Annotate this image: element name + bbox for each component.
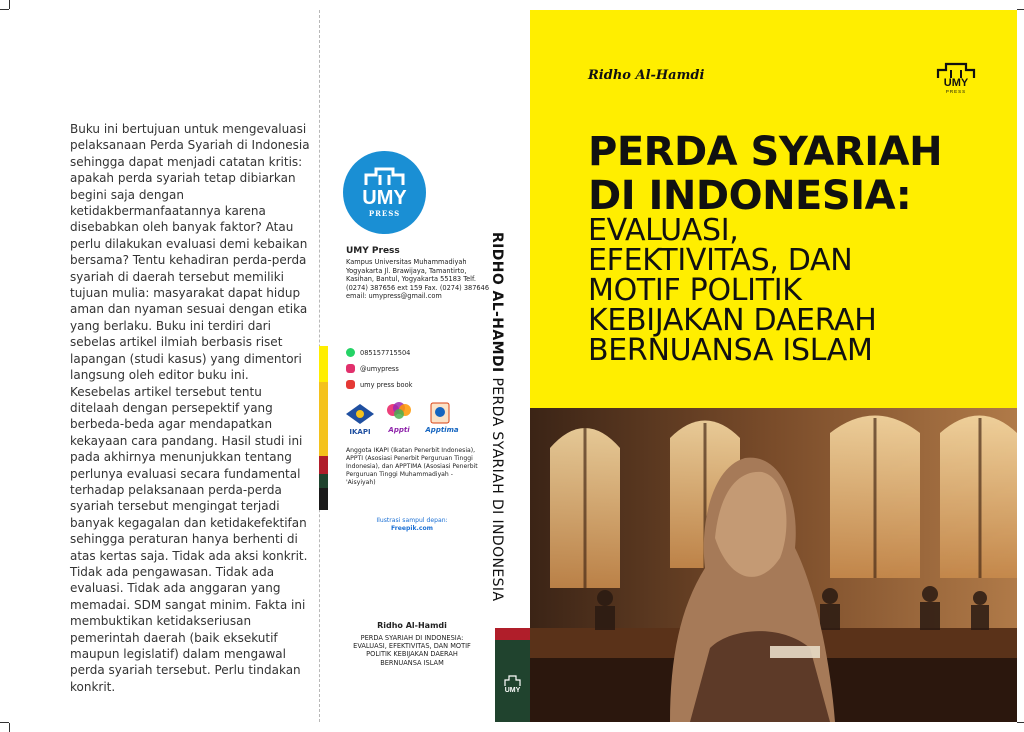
front-subtitle	[588, 213, 877, 368]
illustration-credit	[346, 517, 478, 533]
crop-mark-br	[1017, 722, 1024, 723]
imprint-author: Ridho Al-Hamdi	[377, 621, 447, 630]
subtitle-line-2: EFEKTIVITAS, DAN	[588, 243, 853, 278]
back-cover-blurb: Buku ini bertujuan untuk mengevaluasi pelaksanaan Perda Syariah di Indonesia sehingga dapat menjadi catatan kritis: apakah perda syariah tetap dibiarkan begini saja dengan ketidakbermanfaatannya karena disebabkan oleh banyak faktor? Atau perlu dilakukan evaluasi demi kebaikan bersama? Tentu kehadiran perda-perda syariah di daerah tersebut memiliki tujuan mulia: masyarakat dapat hidup aman dan nyaman sesuai dengan etika yang berlaku. Buku ini terdiri dari sebelas artikel ilmiah berbasis riset lapangan (studi kasus) yang dimentori langsung oleh editor buku ini. Kesebelas artikel tersebut tentu ditelaah dengan persepektif yang berbeda-beda agar mendapatkan kekayaan cara pandang. Hasil studi ini pada akhirnya menunjukkan tentang perlunya evaluasi secara fundamental terhadap pelaksanaan perda-perda syariah tersebut mengingat terjadi banyak kegagalan dan ketidakefektifan sehingga peraturan hanya berhenti di atas kertas saja. Tidak ada aksi konkrit. Tidak ada pengawasan. Tidak ada evaluasi. Tidak ada anggaran yang memadai. SDM sangat minim. Fakta ini membuktikan ketidakseriusan pemerintah daerah (baik eksekutif maupun legislatif) dalam mengawal perda syariah tersebut. Perlu tindakan konkrit.	[70, 122, 310, 694]
spine-logo-word: UMY	[504, 687, 521, 694]
crop-mark-tl-v	[9, 0, 10, 9]
subtitle-line-1: EVALUASI,	[588, 213, 739, 248]
front-title	[588, 130, 942, 218]
apptima-emblem-icon	[428, 402, 452, 424]
logo-sub: PRESS	[368, 209, 401, 218]
spine-red-band	[495, 628, 530, 640]
appti-emblem-icon	[384, 402, 414, 424]
color-strip-green	[319, 474, 328, 488]
color-strip-red	[319, 456, 328, 474]
spine-title: PERDA SYARIAH DI INDONESIA	[489, 377, 505, 602]
crop-mark-bl	[0, 722, 9, 723]
ikapi-logo	[346, 404, 374, 424]
color-strip-gold	[319, 382, 328, 456]
instagram-row	[346, 364, 399, 373]
instagram-icon	[346, 364, 355, 373]
appti-label: Appti	[388, 426, 410, 434]
subtitle-line-5: BERNUANSA ISLAM	[588, 333, 873, 368]
whatsapp-row	[346, 348, 410, 357]
crop-mark-bl-v	[9, 723, 10, 732]
youtube-channel: umy press book	[360, 380, 413, 389]
association-note: Anggota IKAPI (Ikatan Penerbit Indonesia), APPTI (Asosiasi Penerbit Perguruan Tinggi Indonesia), dan APPTIMA (Asosiasi Penerbit Perguruan Tinggi Muhammadiyah - 'Aisyiyah)	[346, 447, 478, 486]
appti-logo	[384, 402, 414, 424]
whatsapp-number: 085157715504	[360, 348, 411, 357]
youtube-icon	[346, 380, 355, 389]
front-logo-sub: PRESS	[945, 89, 967, 94]
whatsapp-icon	[346, 348, 355, 357]
front-cover	[530, 10, 1017, 722]
color-strip-black	[319, 488, 328, 510]
umy-press-logo	[343, 151, 426, 234]
front-logo-word: UMY	[943, 77, 969, 89]
front-author: Ridho Al-Hamdi	[588, 68, 705, 83]
apptima-logo	[428, 402, 452, 424]
ikapi-emblem-icon	[346, 404, 374, 424]
color-strip-yellow	[319, 346, 328, 382]
imprint-title: PERDA SYARIAH DI INDONESIA: EVALUASI, EFEKTIVITAS, DAN MOTIF POLITIK KEBIJAKAN DAERAH BERNUANSA ISLAM	[353, 634, 471, 667]
illustration-source: Freepik.com	[390, 525, 433, 532]
instagram-handle: @umypress	[360, 364, 399, 373]
subtitle-line-4: KEBIJAKAN DAERAH	[588, 303, 877, 338]
apptima-label: Apptima	[425, 426, 459, 434]
publisher-name: UMY Press	[346, 246, 400, 256]
spine-building-icon	[495, 640, 530, 722]
cover-illustration	[530, 408, 1017, 722]
title-line-1: PERDA SYARIAH	[588, 129, 943, 175]
spine-label	[489, 232, 505, 601]
publisher-address: Kampus Universitas Muhammadiyah Yogyakarta Jl. Brawijaya, Tamantirto, Kasihan, Bantul, Yogyakarta 55183 Telf. (0274) 387656 ext 159 Fax. (0274) 387646 email: umypress@gmail.com	[346, 258, 490, 301]
spine-author: RIDHO AL-HAMDI	[489, 232, 505, 373]
front-logo	[934, 60, 978, 96]
spine-green-band	[495, 640, 530, 722]
crop-mark-tr	[1017, 9, 1024, 10]
logo-word: UMY	[362, 187, 407, 209]
illustration-label: Ilustrasi sampul depan:	[376, 517, 448, 524]
title-line-2: DI INDONESIA:	[588, 173, 912, 219]
crop-mark-tl	[0, 9, 9, 10]
youtube-row	[346, 380, 412, 389]
ikapi-label: IKAPI	[349, 428, 371, 436]
subtitle-line-3: MOTIF POLITIK	[588, 273, 802, 308]
imprint-block	[346, 621, 478, 667]
